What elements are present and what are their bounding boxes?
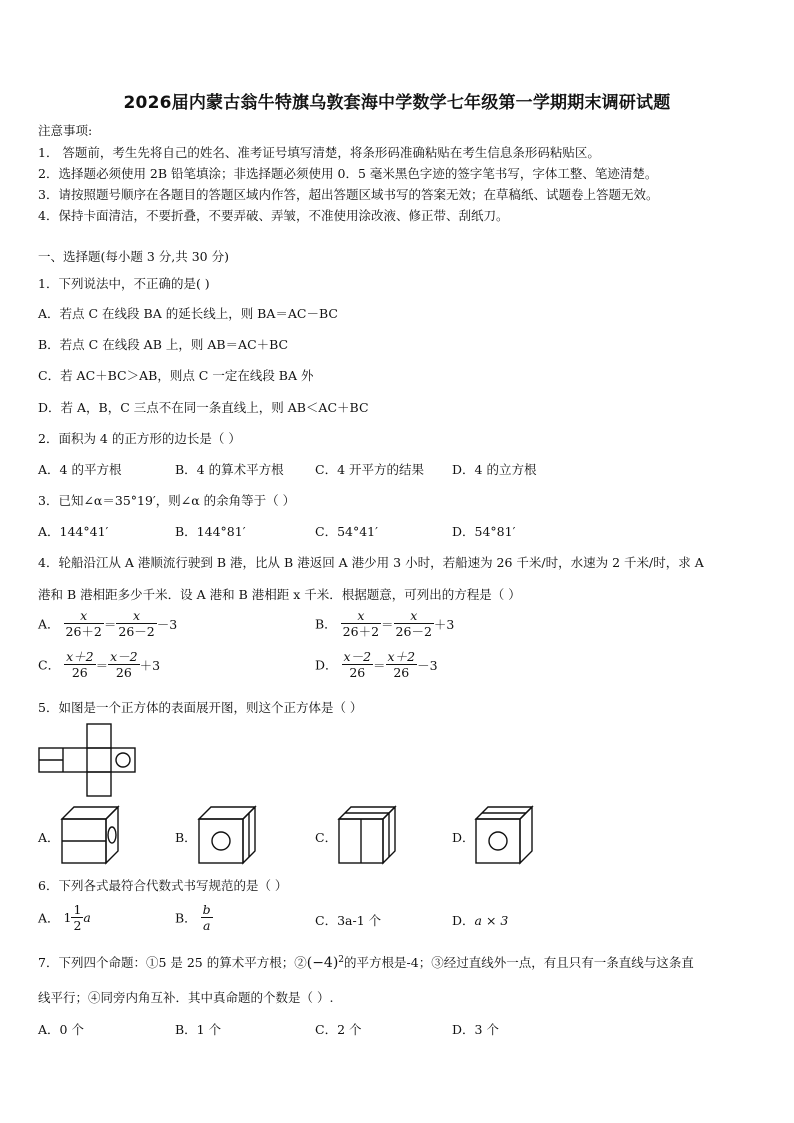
q4-b-fraction-right [394, 608, 434, 639]
q4-option-c [38, 649, 160, 680]
q3-stem: 3．已知∠α＝35°19′，则∠α 的余角等于（ ） [38, 493, 296, 508]
q1-option-b: B．若点 C 在线段 AB 上，则 AB＝AC＋BC [38, 337, 289, 352]
q7-option-d: D．3 个 [452, 1022, 499, 1037]
q4-b-den1: 26＋2 [342, 624, 380, 639]
q5-option-b-label: B． [175, 830, 197, 845]
q4-c-den2: 26 [115, 665, 132, 680]
q3-option-d: D．54°81′ [452, 524, 516, 539]
q4-a-fraction-left [64, 608, 104, 639]
q6-a-num: 1 [73, 902, 82, 917]
q2-option-b: B．4 的算术平方根 [175, 462, 284, 477]
q6-option-b-label: B． [175, 910, 197, 926]
q4-option-d [315, 649, 438, 680]
q7-option-b: B．1 个 [175, 1022, 222, 1037]
q4-c-equals: ＝ [95, 657, 109, 673]
q4-d-num2: x＋2 [387, 649, 416, 664]
q4-a-den1: 26＋2 [65, 624, 102, 639]
q5-stem: 5．如图是一个正方体的表面展开图，则这个正方体是（ ） [38, 700, 363, 715]
q2-option-c: C．4 开平方的结果 [315, 462, 424, 477]
q6-b-den: a [202, 918, 211, 933]
q7-stem-part-b: 的平方根是-4；③经过直线外一点，有且只有一条直线与这条直 [344, 955, 694, 970]
q6-option-a-label: A． [38, 910, 60, 926]
q4-c-num1: x＋2 [66, 649, 94, 664]
q6-option-d [452, 911, 508, 929]
note-item-2: 2．选择题必须使用 2B 铅笔填涂；非选择题必须使用 0．5 毫米黑色字迹的签字笔书写，字体工整、笔迹清楚。 [38, 166, 658, 181]
q2-option-a: A．4 的平方根 [38, 462, 122, 477]
q4-option-a [38, 608, 177, 639]
q7-stem-exponent: 2 [338, 954, 345, 965]
exam-title: 2026届内蒙古翁牛特旗乌敦套海中学数学七年级第一学期期末调研试题 [123, 93, 671, 113]
cube-net-figure [38, 722, 138, 800]
q5-option-b-cube [197, 805, 257, 865]
q6-option-b [175, 902, 213, 933]
q6-option-c [315, 911, 381, 929]
q4-a-tail: －3 [156, 616, 178, 632]
q4-c-fraction-right [108, 649, 140, 680]
q1-option-d: D．若 A，B，C 三点不在同一条直线上，则 AB＜AC＋BC [38, 400, 369, 415]
q7-stem-part-a: 7．下列四个命题：①5 是 25 的算术平方根；② [38, 955, 307, 970]
q4-b-equals: ＝ [381, 616, 394, 632]
q4-d-equals: ＝ [373, 657, 386, 673]
q4-d-num1: x－2 [343, 649, 372, 664]
q2-stem: 2．面积为 4 的正方形的边长是（ ） [38, 431, 241, 446]
note-item-4: 4．保持卡面清洁，不要折叠，不要弄破、弄皱，不准使用涂改液、修正带、刮纸刀。 [38, 208, 509, 223]
q6-option-d-label: D． [452, 913, 475, 928]
note-item-1: 1． 答题前，考生先将自己的姓名、准考证号填写清楚，将条形码准确粘贴在考生信息条形码粘贴区。 [38, 145, 600, 160]
notes-heading: 注意事项: [38, 123, 93, 138]
q7-stem-line2: 线平行；④同旁内角互补．其中真命题的个数是（ ）. [38, 990, 334, 1005]
q4-d-den2: 26 [393, 665, 410, 680]
q4-a-fraction-right [116, 608, 156, 639]
q6-option-c-text: 3a-1 个 [337, 913, 382, 928]
q4-b-den2: 26－2 [395, 624, 432, 639]
q4-c-num2: x－2 [110, 649, 138, 664]
q7-option-c: C．2 个 [315, 1022, 362, 1037]
q5-option-c-cube [337, 805, 397, 865]
q6-option-c-label: C． [315, 913, 338, 928]
q5-option-a-label: A． [38, 830, 60, 845]
q5-option-a-cube [60, 805, 120, 865]
q3-option-c: C．54°41′ [315, 524, 378, 539]
q3-option-a: A．144°41′ [38, 524, 109, 539]
q4-c-tail: ＋3 [139, 657, 161, 673]
q6-a-fraction [71, 902, 83, 933]
q6-option-a [38, 902, 91, 933]
q5-option-d-label: D． [452, 830, 475, 845]
q4-b-num1: x [341, 608, 381, 624]
q6-a-var: a [83, 910, 91, 925]
q4-d-tail: －3 [417, 657, 438, 673]
q4-option-d-label: D． [315, 657, 338, 673]
q3-option-b: B．144°81′ [175, 524, 246, 539]
q4-a-equals: ＝ [103, 616, 117, 632]
q6-a-den: 2 [73, 918, 82, 933]
q4-d-fraction-left [342, 649, 374, 680]
q7-stem-line1 [38, 953, 694, 971]
q4-stem-line1: 4．轮船沿江从 A 港顺流行驶到 B 港，比从 B 港返回 A 港少用 3 小时，若船速为 26 千米/时，水速为 2 千米/时，求 A [38, 555, 704, 570]
q4-a-num2: x [116, 608, 156, 624]
q2-option-d: D．4 的立方根 [452, 462, 537, 477]
q1-option-a: A．若点 C 在线段 BA 的延长线上，则 BA＝AC－BC [38, 306, 338, 321]
q4-b-tail: ＋3 [433, 616, 455, 632]
q1-stem: 1．下列说法中，不正确的是( ) [38, 276, 210, 291]
q4-c-fraction-left [64, 649, 96, 680]
q4-option-b [315, 608, 454, 639]
q4-b-num2: x [394, 608, 434, 624]
q4-stem-line2: 港和 B 港相距多少千米．设 A 港和 B 港相距 x 千米．根据题意，可列出的方程是（ ） [38, 587, 521, 602]
q7-stem-base: (−4) [306, 955, 339, 971]
q6-b-num: b [202, 902, 211, 917]
q5-option-c-label: C． [315, 830, 338, 845]
q4-option-b-label: B． [315, 616, 337, 632]
q5-option-d-cube [474, 805, 534, 865]
q4-a-num1: x [64, 608, 104, 624]
q6-b-fraction [201, 902, 213, 933]
q4-option-a-label: A． [38, 616, 60, 632]
q4-c-den1: 26 [71, 665, 88, 680]
q6-a-whole: 1 [63, 910, 72, 925]
note-item-3: 3．请按照题号顺序在各题目的答题区域内作答，超出答题区域书写的答案无效；在草稿纸、试题卷上答题无效。 [38, 187, 659, 202]
section-heading: 一、选择题(每小题 3 分,共 30 分) [38, 249, 229, 264]
q1-option-c: C．若 AC＋BC＞AB，则点 C 一定在线段 BA 外 [38, 368, 314, 383]
q4-b-fraction-left [341, 608, 381, 639]
q4-d-fraction-right [386, 649, 418, 680]
q6-stem: 6．下列各式最符合代数式书写规范的是（ ） [38, 878, 288, 893]
q6-option-d-text: a × 3 [474, 913, 509, 928]
q7-option-a: A．0 个 [38, 1022, 84, 1037]
q4-d-den1: 26 [349, 665, 366, 680]
q4-option-c-label: C． [38, 657, 61, 673]
q4-a-den2: 26－2 [118, 624, 155, 639]
